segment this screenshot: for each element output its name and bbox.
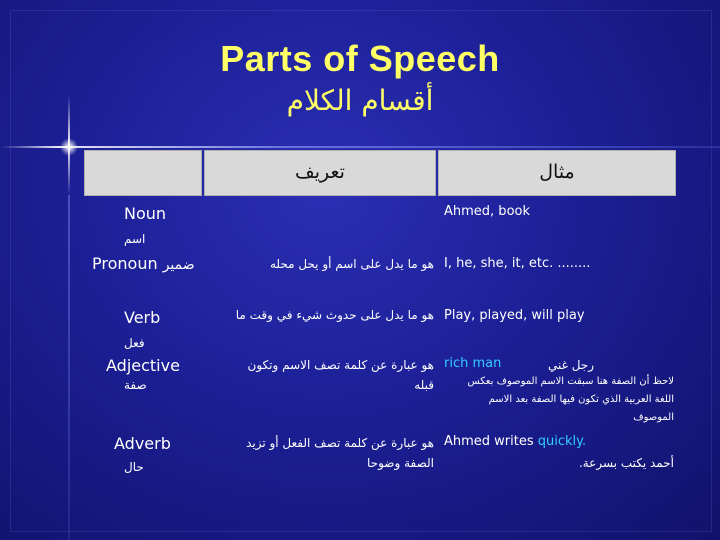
slide-title: Parts of Speech bbox=[220, 38, 500, 79]
slide-subtitle: أقسام الكلام bbox=[286, 84, 434, 117]
pos-english-label: Pronoun bbox=[92, 254, 158, 273]
decorative-sparkle-icon bbox=[60, 138, 78, 156]
header-cell-definition bbox=[204, 150, 436, 196]
decorative-vertical-line-lower bbox=[68, 195, 70, 540]
example-note-line-1: لاحظ أن الصفة هنا سبقت الاسم الموصوف بعكس bbox=[467, 376, 674, 387]
example-arabic-text: رجل غني bbox=[547, 358, 594, 372]
decorative-horizontal-line bbox=[0, 146, 720, 148]
pos-arabic-label: حال bbox=[124, 460, 144, 474]
header-example-label: مثال bbox=[539, 161, 575, 183]
pos-english-label: Adverb bbox=[114, 434, 171, 453]
example-text: I, he, she, it, etc. ........ bbox=[444, 256, 591, 271]
example-text: Play, played, will play bbox=[444, 308, 585, 323]
example-text: rich man bbox=[444, 356, 502, 371]
header-cell-empty bbox=[84, 150, 202, 196]
pos-arabic-label: صفة bbox=[124, 378, 147, 392]
pos-arabic-label: ضمير bbox=[162, 257, 195, 273]
definition-line-2: الصفة وضوحا bbox=[367, 456, 434, 470]
pos-english-label: Verb bbox=[124, 308, 161, 327]
definition-text: هو ما يدل على اسم أو يحل محله bbox=[269, 257, 434, 271]
pos-arabic-label: فعل bbox=[124, 336, 145, 350]
header-definition-label: تعريف bbox=[295, 161, 345, 183]
definition-line-2: قبله bbox=[414, 378, 434, 392]
definition-line-1: هو عبارة عن كلمة تصف الاسم وتكون bbox=[247, 358, 434, 372]
definition-line-1: هو عبارة عن كلمة تصف الفعل أو تزيد bbox=[246, 436, 434, 450]
definition-text: هو ما يدل على حدوث شيء في وقت ما bbox=[235, 308, 434, 322]
example-text: Ahmed, book bbox=[444, 204, 530, 219]
example-note-line-2: اللغة العربية الذي تكون فيها الصفة بعد الاسم bbox=[488, 394, 674, 405]
pos-arabic-label: اسم bbox=[124, 232, 146, 246]
header-cell-example bbox=[438, 150, 676, 196]
parts-of-speech-table bbox=[84, 150, 676, 540]
example-note-line-3: الموصوف bbox=[633, 412, 674, 423]
example-arabic-text: أحمد يكتب بسرعة. bbox=[578, 456, 674, 470]
pos-english-label: Noun bbox=[124, 204, 167, 223]
example-highlight-text: quickly. bbox=[537, 434, 587, 449]
example-text: Ahmed writes bbox=[444, 434, 534, 449]
pos-label bbox=[92, 254, 204, 273]
example-sentence bbox=[444, 434, 586, 449]
pos-english-label: Adjective bbox=[106, 356, 180, 375]
